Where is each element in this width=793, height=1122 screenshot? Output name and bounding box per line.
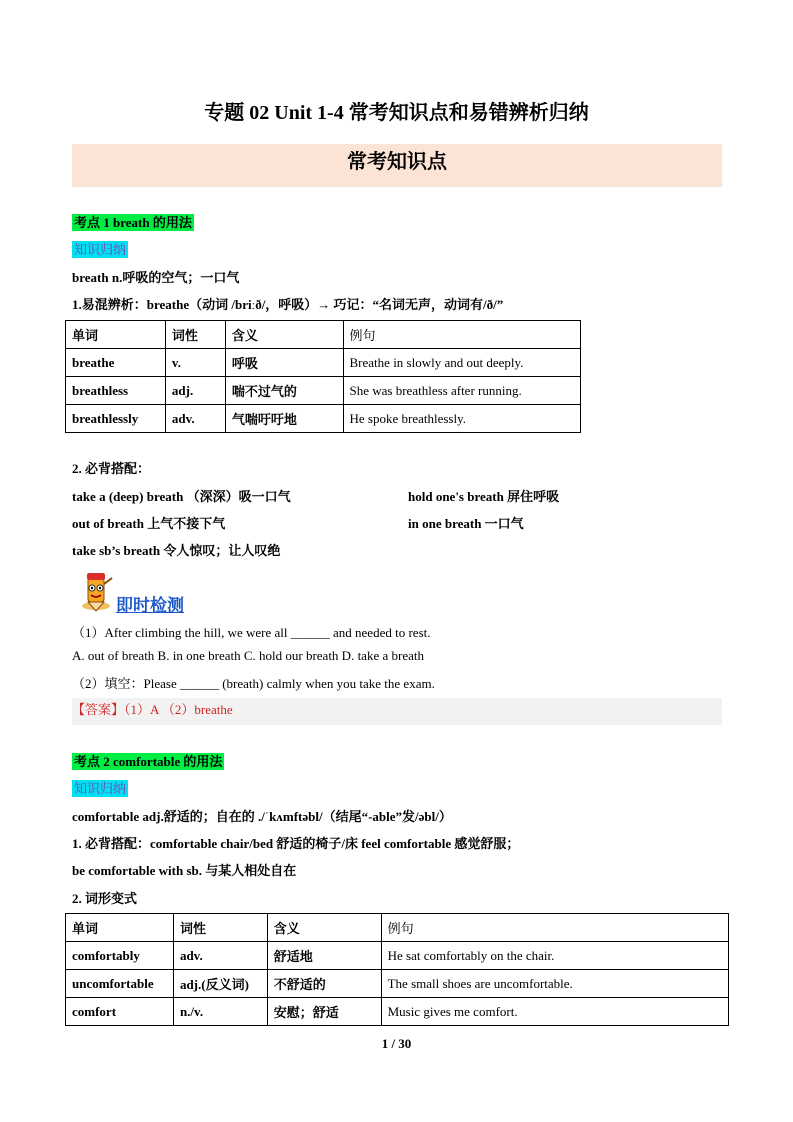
quiz-question-1: （1）After climbing the hill, we were all ______ and needed to rest. [72, 625, 431, 640]
table-header-cell: 词性 [173, 914, 267, 942]
table-cell: breathe [66, 349, 166, 377]
point2-item1: 1. 必背搭配：comfortable chair/bed 舒适的椅子/床 feel comfortable 感觉舒服； [72, 836, 520, 851]
point2-tag [72, 778, 128, 798]
section-banner: 常考知识点 [72, 144, 722, 187]
table-row [66, 998, 729, 1026]
point1-item1: 1.易混辨析：breathe（动词 /briːð/，呼吸）→ 巧记：“名词无声，动词有/ð/” [72, 297, 504, 312]
collocation-item: out of breath 上气不接下气 [72, 516, 226, 531]
quiz-title: 即时检测 [116, 596, 184, 616]
table-header-cell: 例句 [343, 321, 580, 349]
table-header-cell: 例句 [381, 914, 728, 942]
table-cell: Breathe in slowly and out deeply. [343, 349, 580, 377]
point1-table [65, 320, 581, 433]
point1-heading-text: 考点 1 breath 的用法 [74, 215, 192, 230]
pencil-mascot-icon [76, 568, 116, 612]
collocation-item: in one breath 一口气 [408, 516, 524, 531]
table-cell: 呼吸 [225, 349, 343, 377]
point1-tag-text: 知识归纳 [74, 242, 127, 257]
table-cell: n./v. [173, 998, 267, 1026]
point2-item1b: be comfortable with sb. 与某人相处自在 [72, 863, 297, 878]
table-cell: The small shoes are uncomfortable. [381, 970, 728, 998]
point2-tag-text: 知识归纳 [74, 781, 127, 796]
table-header-cell: 单词 [66, 321, 166, 349]
table-row [66, 970, 729, 998]
table-cell: adv. [173, 942, 267, 970]
answer-bar [72, 698, 722, 725]
table-header-cell: 单词 [66, 914, 174, 942]
table-cell: She was breathless after running. [343, 377, 580, 405]
table-header-row [66, 321, 581, 349]
table-cell: uncomfortable [66, 970, 174, 998]
collocation-item: take sb’s breath 令人惊叹；让人叹绝 [72, 543, 281, 558]
quiz-question-1-options: A. out of breath B. in one breath C. hold our breath D. take a breath [72, 648, 424, 663]
point2-heading-text: 考点 2 comfortable 的用法 [74, 754, 223, 769]
table-cell: adj.(反义词) [173, 970, 267, 998]
point1-tag [72, 239, 128, 259]
table-header-row [66, 914, 729, 942]
table-header-cell: 含义 [267, 914, 381, 942]
table-cell: 舒适地 [267, 942, 381, 970]
point2-definition: comfortable adj.舒适的；自在的 ./ˈkʌmftəbl/（结尾“-able”发/əbl/） [72, 809, 452, 824]
collocation-item: hold one's breath 屏住呼吸 [408, 489, 560, 504]
table-cell: breathless [66, 377, 166, 405]
quiz-question-2: （2）填空：Please ______ (breath) calmly when you take the exam. [72, 676, 435, 691]
table-cell: adj. [165, 377, 225, 405]
page-title: 专题 02 Unit 1-4 常考知识点和易错辨析归纳 [204, 102, 589, 124]
table-row [66, 349, 581, 377]
point1-definition: breath n.呼吸的空气；一口气 [72, 270, 240, 285]
table-row [66, 405, 581, 433]
answer-text: 【答案】（1）A （2）breathe [72, 702, 233, 717]
table-cell: 不舒适的 [267, 970, 381, 998]
table-cell: v. [165, 349, 225, 377]
table-cell: breathlessly [66, 405, 166, 433]
point2-item2: 2. 词形变式 [72, 891, 138, 906]
point1-item2: 2. 必背搭配： [72, 461, 151, 476]
table-header-cell: 含义 [225, 321, 343, 349]
page-number: 1 / 30 [381, 1036, 412, 1051]
table-cell: adv. [165, 405, 225, 433]
table-cell: 喘不过气的 [225, 377, 343, 405]
table-cell: 安慰；舒适 [267, 998, 381, 1026]
point2-heading [72, 751, 224, 771]
table-cell: 气喘吁吁地 [225, 405, 343, 433]
table-cell: comfortably [66, 942, 174, 970]
table-cell: Music gives me comfort. [381, 998, 728, 1026]
collocation-item: take a (deep) breath （深深）吸一口气 [72, 489, 291, 504]
table-cell: comfort [66, 998, 174, 1026]
table-row [66, 942, 729, 970]
table-cell: He sat comfortably on the chair. [381, 942, 728, 970]
point2-table [65, 913, 729, 1026]
table-cell: He spoke breathlessly. [343, 405, 580, 433]
table-row [66, 377, 581, 405]
point1-heading [72, 212, 194, 232]
table-header-cell: 词性 [165, 321, 225, 349]
